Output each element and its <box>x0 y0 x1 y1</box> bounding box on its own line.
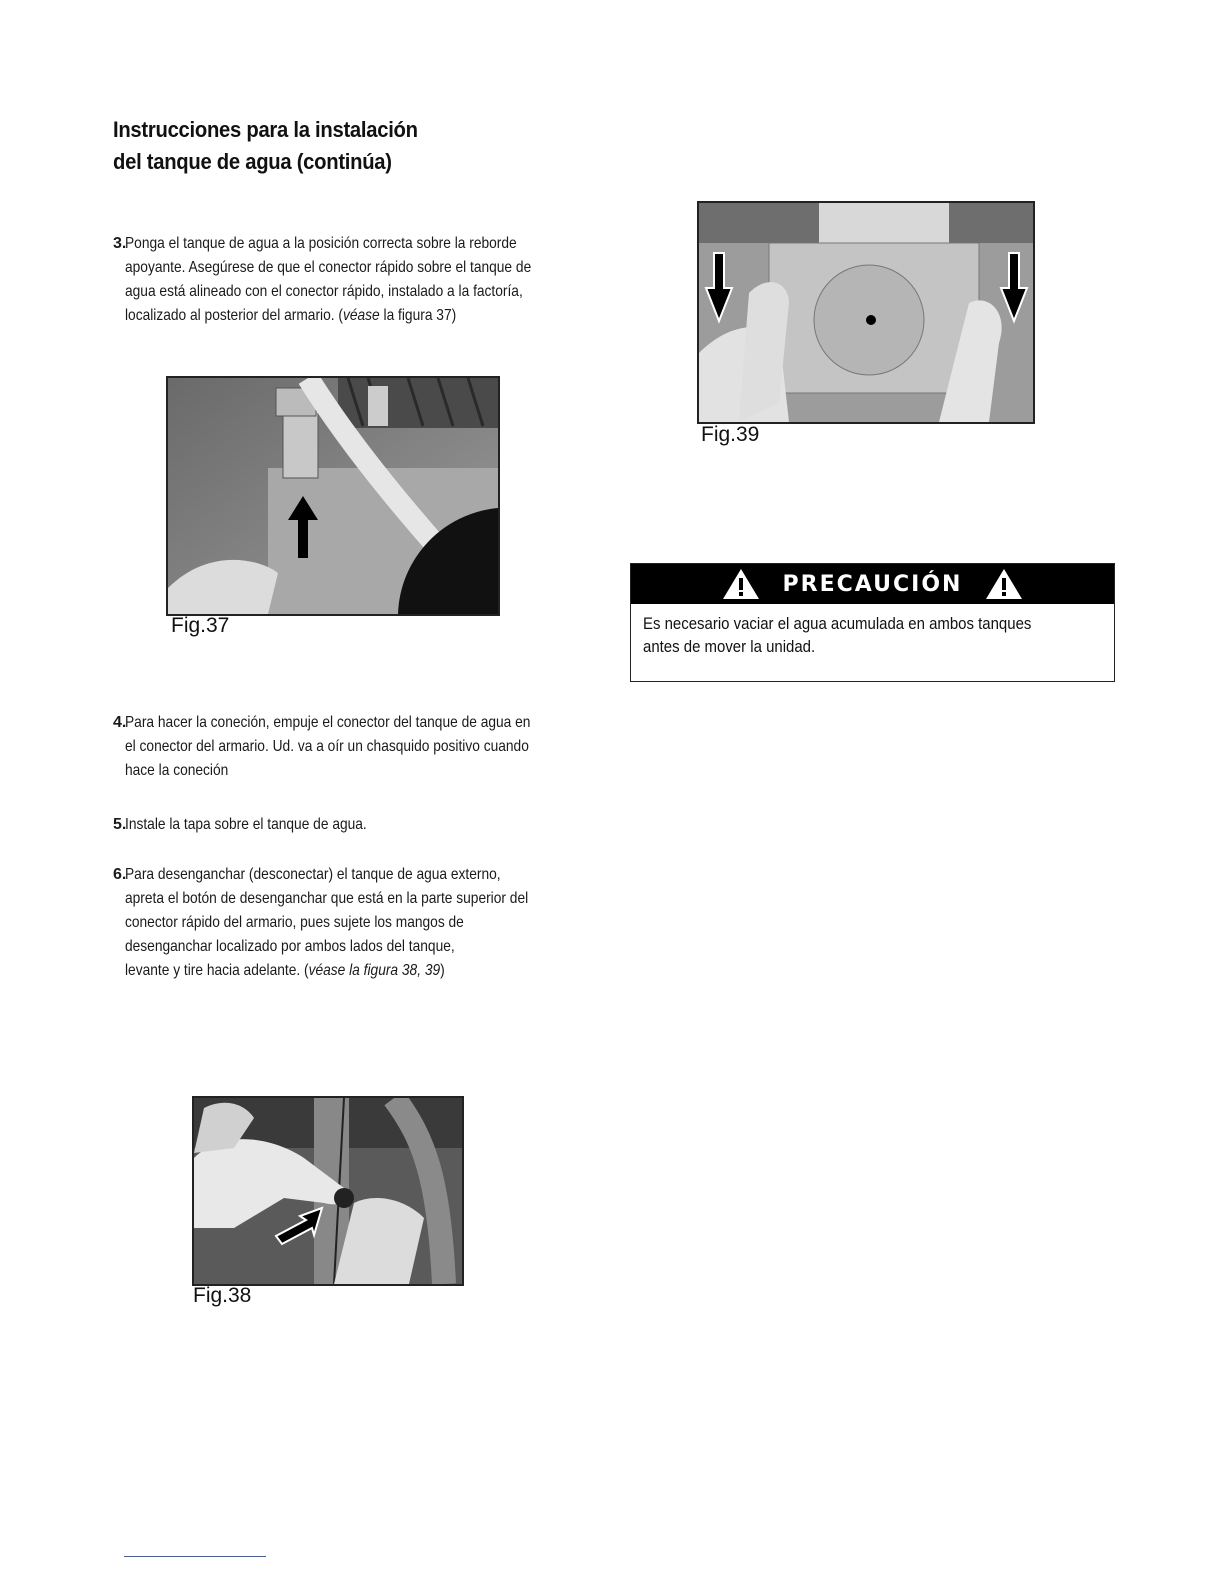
figure-37-caption: Fig.37 <box>171 614 230 637</box>
step-text-line: apreta el botón de desenganchar que está en la parte superior del <box>125 890 529 907</box>
caution-box <box>630 563 1115 682</box>
step-text-line: agua está alineado con el conector rápido, instalado a la factoría, <box>125 283 523 300</box>
figure-reference: véase <box>342 307 380 324</box>
warning-triangle-icon <box>721 567 761 601</box>
step-text-line <box>125 304 531 328</box>
caution-text-line: antes de mover la unidad. <box>643 637 816 656</box>
step-text-line <box>125 959 528 983</box>
figure-38-caption: Fig.38 <box>193 1284 252 1307</box>
step-text-line: Instale la tapa sobre el tanque de agua. <box>125 816 367 833</box>
caution-title: PRECAUCIÓN <box>782 571 963 597</box>
step-text-line: Para hacer la coneción, empuje el conector del tanque de agua en <box>125 714 531 731</box>
figure-reference: véase la figura 38, 39 <box>308 962 441 979</box>
step-text-start: levante y tire hacia adelante. ( <box>125 962 309 979</box>
warning-triangle-icon <box>984 567 1024 601</box>
figure-39-caption: Fig.39 <box>701 423 760 446</box>
step-text-line: Para desenganchar (desconectar) el tanque de agua externo, <box>125 866 501 883</box>
figure-39-photo <box>697 201 1035 424</box>
caution-text-line: Es necesario vaciar el agua acumulada en ambos tanques <box>643 614 1032 633</box>
step-text-line: hace la coneción <box>125 762 229 779</box>
step-number: 3. <box>113 235 127 252</box>
step-text-line: apoyante. Asegúrese de que el conector rápido sobre el tanque de <box>125 259 532 276</box>
step-number: 5. <box>113 816 127 833</box>
step-number: 6. <box>113 866 127 883</box>
step-5 <box>113 813 406 837</box>
figure-37-photo <box>166 376 500 616</box>
caution-header <box>631 564 1114 604</box>
step-6 <box>113 863 594 983</box>
step-4 <box>113 711 596 783</box>
page-title-line-1: Instrucciones para la instalación <box>113 117 418 142</box>
step-text-line: desenganchar localizado por ambos lados del tanque, <box>125 938 455 955</box>
footer-divider <box>124 1556 266 1557</box>
step-text-start: localizado al posterior del armario. ( <box>125 307 343 324</box>
page-title-line-2: del tanque de agua (continúa) <box>113 149 392 174</box>
step-text-line: el conector del armario. Ud. va a oír un chasquido positivo cuando <box>125 738 529 755</box>
figure-reference-end: ) <box>440 962 445 979</box>
caution-text <box>631 604 1114 666</box>
step-3 <box>113 232 597 328</box>
figure-38-photo <box>192 1096 464 1286</box>
figure-reference-end: la figura 37) <box>379 307 457 324</box>
step-text-line: conector rápido del armario, pues sujete los mangos de <box>125 914 464 931</box>
step-number: 4. <box>113 714 127 731</box>
page-title <box>113 114 573 178</box>
step-text-line: Ponga el tanque de agua a la posición correcta sobre la reborde <box>125 235 517 252</box>
